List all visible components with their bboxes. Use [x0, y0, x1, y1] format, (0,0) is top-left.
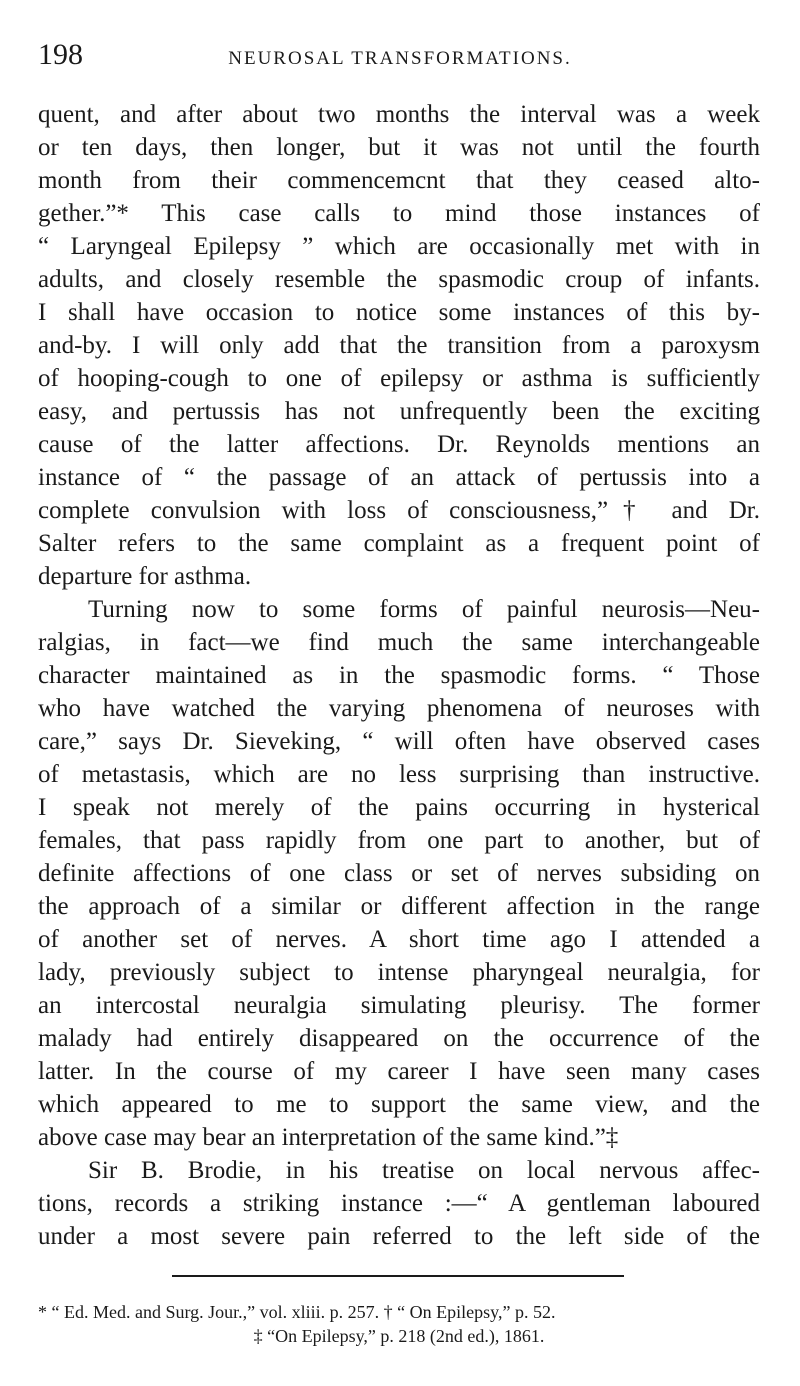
text-line: tions, records a striking instance :—“ A gentleman laboured	[38, 1190, 760, 1217]
text-line: complete convulsion with loss of consciousness,”† and Dr.	[38, 497, 760, 524]
page-number: 198	[38, 38, 83, 71]
text-line: Turning now to some forms of painful neurosis—Neu-	[88, 596, 760, 623]
text-line: lady, previously subject to intense pharyngeal neuralgia, for	[38, 959, 760, 986]
text-line: or ten days, then longer, but it was not until the fourth	[38, 134, 760, 161]
text-line: Salter refers to the same complaint as a frequent point of	[38, 530, 760, 557]
text-line: departure for asthma.	[38, 563, 252, 590]
body-text	[38, 98, 760, 1253]
text-line: instance of “ the passage of an attack of pertussis into a	[38, 464, 760, 491]
text-line: easy, and pertussis has not unfrequently been the exciting	[38, 398, 760, 425]
text-line: of metastasis, which are no less surprising than instructive.	[38, 761, 760, 788]
text-line: the approach of a similar or different affection in the range	[38, 893, 760, 920]
text-line: month from their commencemcnt that they ceased alto-	[38, 167, 760, 194]
text-line: ralgias, in fact—we find much the same interchangeable	[38, 629, 760, 656]
text-line: cause of the latter affections. Dr. Reynolds mentions an	[38, 431, 760, 458]
text-line: latter. In the course of my career I have seen many cases	[38, 1058, 760, 1085]
text-line: definite affections of one class or set of nerves subsiding on	[38, 860, 760, 887]
text-line: and-by. I will only add that the transition from a paroxysm	[38, 332, 760, 359]
text-line: care,” says Dr. Sieveking, “ will often have observed cases	[38, 728, 760, 755]
text-line: females, that pass rapidly from one part to another, but of	[38, 827, 760, 854]
footnotes	[38, 1300, 760, 1348]
footnote-line: ‡ “On Epilepsy,” p. 218 (2nd ed.), 1861.	[253, 1326, 545, 1346]
text-line: an intercostal neuralgia simulating pleurisy. The former	[38, 992, 760, 1019]
text-line: of hooping-cough to one of epilepsy or asthma is sufficiently	[38, 365, 760, 392]
text-line: adults, and closely resemble the spasmodic croup of infants.	[38, 266, 760, 293]
text-line: I shall have occasion to notice some instances of this by-	[38, 299, 760, 326]
text-line: quent, and after about two months the interval was a week	[38, 101, 760, 128]
footnote-line: * “ Ed. Med. and Surg. Jour.,” vol. xliii. p. 257. † “ On Epilepsy,” p. 52.	[38, 1302, 556, 1322]
text-line: I speak not merely of the pains occurring in hysterical	[38, 794, 760, 821]
text-line: malady had entirely disappeared on the occurrence of the	[38, 1025, 760, 1052]
text-line: above case may bear an interpretation of the same kind.”‡	[38, 1124, 619, 1151]
text-line: character maintained as in the spasmodic forms. “ Those	[38, 662, 760, 689]
text-line: which appeared to me to support the same view, and the	[38, 1091, 760, 1118]
footnote-divider	[172, 1275, 624, 1277]
text-line: who have watched the varying phenomena of neuroses with	[38, 695, 760, 722]
text-line: of another set of nerves. A short time ago I attended a	[38, 926, 760, 953]
page-header	[38, 38, 762, 78]
running-head: NEUROSAL TRANSFORMATIONS.	[228, 48, 572, 69]
text-line: gether.”* This case calls to mind those instances of	[38, 200, 760, 227]
text-line: Sir B. Brodie, in his treatise on local nervous affec-	[88, 1157, 760, 1184]
text-line: “ Laryngeal Epilepsy ” which are occasionally met with in	[38, 233, 760, 260]
text-line: under a most severe pain referred to the left side of the	[38, 1223, 760, 1250]
